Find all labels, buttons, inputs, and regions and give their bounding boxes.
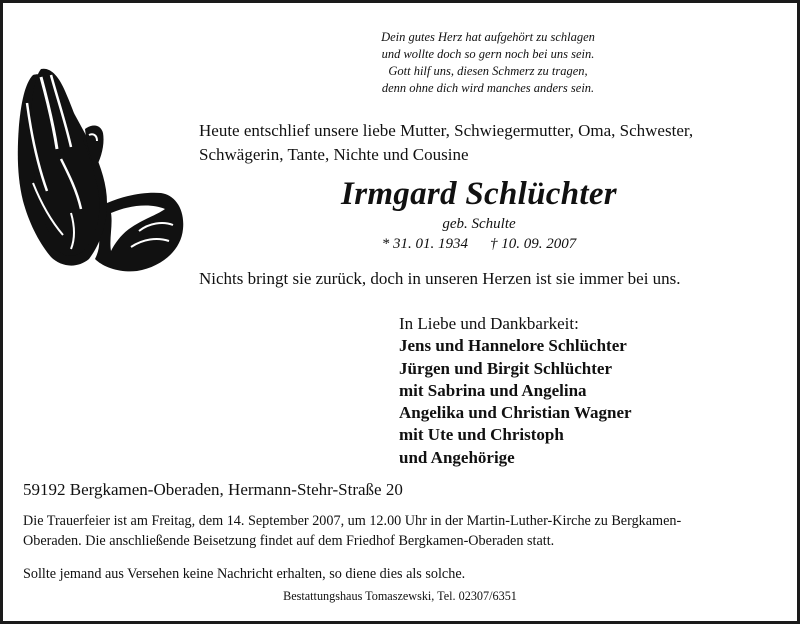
mourner-entry: Jürgen und Birgit Schlüchter <box>399 358 612 378</box>
poem-line: Gott hilf uns, diesen Schmerz zu tragen, <box>388 64 588 78</box>
mourners-block <box>399 313 779 469</box>
deceased-name: Irmgard Schlüchter <box>341 176 617 212</box>
mourner-entry: Jens und Hannelore Schlüchter <box>399 336 627 356</box>
mourner-entry: mit Sabrina und Angelina <box>399 380 587 400</box>
service-line: Oberaden. Die anschließende Beisetzung findet auf dem Friedhof Bergkamen-Oberaden statt. <box>23 533 555 549</box>
death-date: † 10. 09. 2007 <box>490 236 577 252</box>
intro-text <box>199 119 789 167</box>
maiden-name: geb. Schulte <box>442 216 516 232</box>
memorial-quote: Nichts bringt sie zurück, doch in unseren Herzen ist sie immer bei uns. <box>199 269 681 288</box>
birth-date: * 31. 01. 1934 <box>381 236 468 252</box>
mourner-entry: und Angehörige <box>399 447 515 467</box>
family-address: 59192 Bergkamen-Oberaden, Hermann-Stehr-Straße 20 <box>23 480 403 499</box>
poem-line: denn ohne dich wird manches anders sein. <box>381 81 595 95</box>
mourners-lead: In Liebe und Dankbarkeit: <box>399 314 579 333</box>
life-dates <box>199 234 759 254</box>
funeral-service-info <box>23 511 787 551</box>
mourner-entry: Angelika und Christian Wagner <box>399 403 632 423</box>
service-line: Die Trauerfeier ist am Freitag, dem 14. September 2007, um 12.00 Uhr in der Martin-Luther-Kirche zu Bergkamen- <box>23 513 682 529</box>
intro-line: Schwägerin, Tante, Nichte und Cousine <box>199 145 469 164</box>
notification-notice: Sollte jemand aus Versehen keine Nachricht erhalten, so diene dies als solche. <box>23 566 466 582</box>
intro-line: Heute entschlief unsere liebe Mutter, Schwiegermutter, Oma, Schwester, <box>199 121 694 140</box>
poem <box>303 29 673 97</box>
mourner-entry: mit Ute und Christoph <box>399 425 564 445</box>
poem-line: und wollte doch so gern noch bei uns sein. <box>381 47 595 61</box>
funeral-home-contact: Bestattungshaus Tomaszewski, Tel. 02307/6351 <box>283 589 517 603</box>
praying-hands-icon <box>11 63 189 275</box>
poem-line: Dein gutes Herz hat aufgehört zu schlagen <box>381 30 595 44</box>
